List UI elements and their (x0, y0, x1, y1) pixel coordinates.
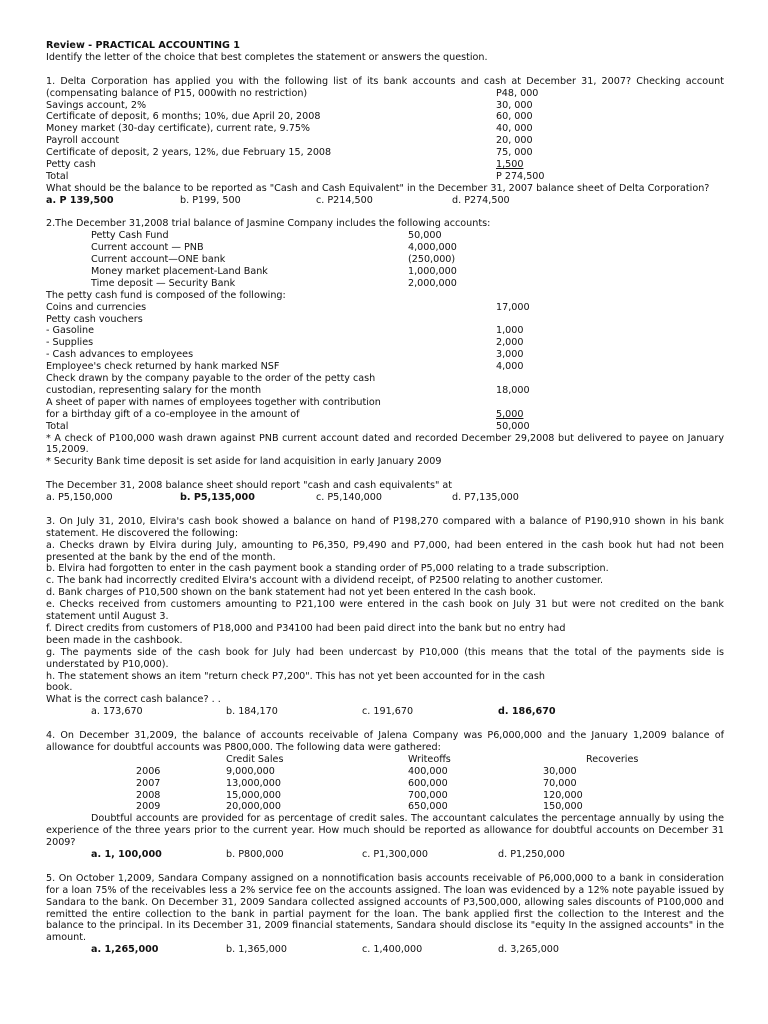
q3-item: e. Checks received from customers amounting to P21,100 were entered in the cash book on July 31 but were not credited on the bank statement until August 3. (46, 599, 724, 623)
q2-petty-item: Petty cash vouchers (46, 313, 143, 325)
choice-a: a. 1,265,000 (91, 944, 159, 956)
col-credit-sales: Credit Sales (226, 753, 284, 765)
table-row: 2008 15,000,000 700,000 120,000 (136, 789, 583, 801)
q3-intro: 3. On July 31, 2010, Elvira's cash book showed a balance on hand of P198,270 compared with a balance of P190,910 shown in his bank statement. He discovered the following: (46, 515, 724, 539)
q1-first-amount: P48, 000 (496, 87, 539, 99)
q2-note: * A check of P100,000 wash drawn against PNB current account dated and recorded December 29,2008 but delivered to payee on January 15,2009. (46, 432, 724, 456)
q2-account: Time deposit — Security Bank 2,000,000 (91, 277, 457, 289)
q3-item: b. Elvira had forgotten to enter in the cash payment book a standing order of P5,000 relating to a trade subscription. (46, 563, 609, 575)
q1-question: What should be the balance to be reported as "Cash and Cash Equivalent" in the December 31, 2007 balance sheet of Delta Corporation? (46, 182, 710, 194)
choice-c: c. 1,400,000 (362, 944, 423, 956)
q3-item: a. Checks drawn by Elvira during July, amounting to P6,350, P9,490 and P7,000, had been entered in the cash book hut had not been presented at the bank by the end of the month. (46, 539, 724, 563)
choice-b: b. P800,000 (226, 849, 284, 861)
choice-a: a. 1, 100,000 (91, 849, 162, 861)
choice-b: b. P5,135,000 (180, 492, 255, 504)
q1-item: Money market (30-day certificate), current rate, 9.75% 40, 000 (46, 123, 533, 135)
choice-a: a. 173,670 (91, 706, 143, 718)
table-row: 2007 13,000,000 600,000 70,000 (136, 777, 577, 789)
q2-petty-item: custodian, representing salary for the month 18,000 (46, 384, 530, 396)
q2-account: Money market placement-Land Bank 1,000,000 (91, 266, 457, 278)
question-2 (46, 218, 724, 503)
q1-total: Total P 274,500 (46, 170, 545, 182)
choice-b: b. 1,365,000 (226, 944, 288, 956)
choice-c: c. P1,300,000 (362, 849, 428, 861)
q2-petty-item: for a birthday gift of a co-employee in the amount of 5,000 (46, 408, 524, 420)
q4-body: Doubtful accounts are provided for as percentage of credit sales. The accountant calculates the percentage annually by using the experience of the three years prior to the current year. How much should be reported as allowance for doubtful accounts on December 31 2009? (46, 813, 724, 849)
q3-item: c. The bank had incorrectly credited Elvira's account with a dividend receipt, of P2500 relating to another customer. (46, 575, 604, 587)
q2-petty-item: Check drawn by the company payable to the order of the petty cash (46, 373, 376, 385)
q2-petty-item: Employee's check returned by hank marked NSF 4,000 (46, 361, 524, 373)
document-title: Review - PRACTICAL ACCOUNTING 1 (46, 40, 240, 51)
q3-item: g. The payments side of the cash book for July had been undercast by P10,000 (this means that the total of the payments side is understated by P10,000). (46, 646, 724, 670)
instructions: Identify the letter of the choice that best completes the statement or answers the question. (46, 51, 488, 63)
q3-item: d. Bank charges of P10,500 shown on the bank statement had not yet been entered In the cash book. (46, 587, 537, 599)
question-5 (46, 873, 724, 956)
choice-d: d. P1,250,000 (498, 849, 565, 861)
q1-intro: 1. Delta Corporation has applied you with the following list of its bank accounts and cash at December 31, 2007? Checking account (compensating balance of P15, 000with no restriction) (46, 75, 724, 99)
q3-question: What is the correct cash balance? . . (46, 694, 221, 706)
table-row: 2006 9,000,000 400,000 30,000 (136, 765, 577, 777)
q3-item: h. The statement shows an item "return check P7,200". This has not yet been accounted for in the cash (46, 670, 545, 682)
q2-petty-item: - Gasoline 1,000 (46, 325, 524, 337)
q1-choices (46, 195, 724, 207)
choice-a: a. P 139,500 (46, 194, 114, 206)
q2-intro: 2.The December 31,2008 trial balance of Jasmine Company includes the following accounts: (46, 218, 491, 230)
q2-choices (46, 492, 724, 504)
q1-item: Petty cash 1,500 (46, 158, 524, 170)
q1-item: Payroll account 20, 000 (46, 135, 533, 147)
q2-petty-item: - Cash advances to employees 3,000 (46, 349, 524, 361)
choice-c: c. P5,140,000 (316, 492, 382, 504)
q2-account: Current account — PNB 4,000,000 (91, 242, 457, 254)
choice-d: d. P274,500 (452, 194, 510, 206)
q1-item: Certificate of deposit, 2 years, 12%, due February 15, 2008 75, 000 (46, 147, 533, 159)
col-recoveries: Recoveries (586, 753, 639, 765)
choice-d: d. P7,135,000 (452, 492, 519, 504)
question-1 (46, 76, 724, 207)
choice-b: b. 184,170 (226, 706, 278, 718)
q1-item: Certificate of deposit, 6 months; 10%, due April 20, 2008 60, 000 (46, 111, 533, 123)
q5-intro: 5. On October 1,2009, Sandara Company assigned on a nonnotification basis accounts receivable of P6,000,000 to a bank in consideration for a loan 75% of the receivables less a 2% service fee on the accounts assigned. The loan was evidenced by a 12% note payable issued by Sandara to the bank. On December 31, 2009 Sandara collected assigned accounts of P3,500,000, allowing sales discounts of P100,000 and remitted the entire collection to the bank in partial payment for the loan. The bank applied first the collection to the Interest and the balance to the principal. In its December 31, 2009 financial statements, Sandara should disclose its "equity In the assigned accounts" in the amount. (46, 872, 724, 944)
choice-c: c. P214,500 (316, 194, 373, 206)
col-writeoffs: Writeoffs (408, 753, 451, 765)
choice-d: d. 3,265,000 (498, 944, 560, 956)
choice-a: a. P5,150,000 (46, 492, 113, 504)
question-3 (46, 516, 724, 718)
q2-account: Petty Cash Fund 50,000 (91, 230, 442, 242)
q1-item: Savings account, 2% 30, 000 (46, 99, 533, 111)
choice-d: d. 186,670 (498, 706, 556, 718)
choice-b: b. P199, 500 (180, 194, 241, 206)
q3-item: book. (46, 682, 73, 694)
q2-petty-item: Coins and currencies 17,000 (46, 301, 530, 313)
q3-choices (46, 706, 724, 718)
choice-c: c. 191,670 (362, 706, 414, 718)
q5-choices (46, 944, 724, 956)
q2-question: The December 31, 2008 balance sheet should report "cash and cash equivalents" at (46, 480, 453, 492)
question-4 (46, 730, 724, 861)
q4-choices (46, 849, 724, 861)
q4-intro: 4. On December 31,2009, the balance of accounts receivable of Jalena Company was P6,000,000 and the January 1,2009 balance of allowance for doubtful accounts was P800,000. The following data were gathered: (46, 730, 724, 753)
q2-petty-item: - Supplies 2,000 (46, 337, 524, 349)
q2-note: * Security Bank time deposit is set aside for land acquisition in early January 2009 (46, 456, 442, 468)
document-page (46, 40, 724, 956)
q4-table-header (46, 754, 724, 766)
q3-item: been made in the cashbook. (46, 634, 183, 646)
q2-petty-item: A sheet of paper with names of employees together with contribution (46, 396, 381, 408)
table-row: 2009 20,000,000 650,000 150,000 (136, 801, 583, 813)
q2-petty-intro: The petty cash fund is composed of the following: (46, 289, 286, 301)
q2-account: Current account—ONE bank (250,000) (91, 254, 456, 266)
q2-petty-total: Total 50,000 (46, 420, 530, 432)
q3-item: f. Direct credits from customers of P18,000 and P34100 had been paid direct into the bank but no entry had (46, 622, 566, 634)
